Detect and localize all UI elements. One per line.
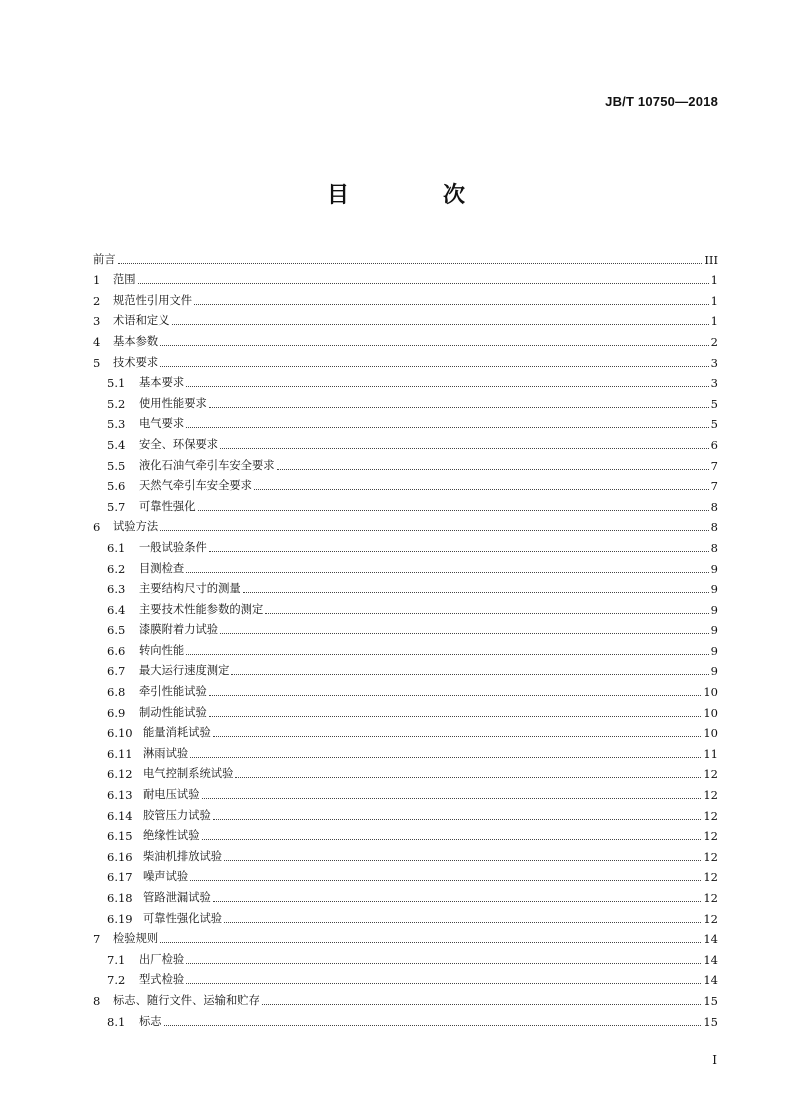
toc-entry-page: 14 <box>703 952 718 967</box>
toc-entry[interactable] <box>93 638 718 659</box>
toc-entry[interactable] <box>93 782 718 803</box>
toc-leader-dots <box>243 592 709 593</box>
toc-leader-dots <box>160 530 708 531</box>
toc-entry-label: 检验规则 <box>113 932 159 946</box>
toc-leader-dots <box>213 901 702 902</box>
toc-entry-number: 6.3 <box>107 582 126 597</box>
toc-leader-dots <box>277 469 709 470</box>
toc-entry-page: 15 <box>703 1014 718 1029</box>
toc-leader-dots <box>265 613 708 614</box>
toc-entry-label: 液化石油气牵引车安全要求 <box>139 458 275 472</box>
toc-entry[interactable] <box>93 906 718 927</box>
toc-entry[interactable] <box>93 618 718 639</box>
toc-entry-label: 噪声试验 <box>143 870 189 884</box>
toc-entry[interactable] <box>93 885 718 906</box>
toc-entry-page: 3 <box>710 355 718 370</box>
toc-entry[interactable] <box>93 865 718 886</box>
toc-entry-label: 术语和定义 <box>113 314 170 328</box>
toc-entry[interactable] <box>93 762 718 783</box>
toc-leader-dots <box>118 263 703 264</box>
toc-leader-dots <box>164 1025 702 1026</box>
toc-entry-number: 6.4 <box>107 602 126 617</box>
toc-entry-label: 能量消耗试验 <box>143 726 211 740</box>
toc-entry[interactable] <box>93 700 718 721</box>
toc-entry-label: 主要结构尺寸的测量 <box>139 582 241 596</box>
toc-entry-page: 8 <box>710 520 718 535</box>
toc-entry-page: 1 <box>710 293 718 308</box>
toc-entry[interactable] <box>93 988 718 1009</box>
table-of-contents <box>93 247 718 1030</box>
toc-entry-page: 1 <box>710 314 718 329</box>
toc-entry[interactable] <box>93 659 718 680</box>
toc-entry-page: 10 <box>703 705 718 720</box>
toc-entry-number: 6.11 <box>107 746 133 761</box>
toc-entry-label: 技术要求 <box>113 355 159 369</box>
toc-entry-number: 6.19 <box>107 911 133 926</box>
toc-leader-dots <box>186 427 708 428</box>
toc-entry-number: 7.1 <box>107 952 126 967</box>
toc-entry[interactable] <box>93 968 718 989</box>
toc-entry-label: 耐电压试验 <box>143 788 200 802</box>
toc-entry-page: 7 <box>710 458 718 473</box>
toc-entry-page: 7 <box>710 479 718 494</box>
toc-leader-dots <box>190 880 701 881</box>
toc-entry-page: 9 <box>710 582 718 597</box>
toc-leader-dots <box>213 819 702 820</box>
toc-entry-page: 12 <box>703 829 718 844</box>
toc-entry[interactable] <box>93 288 718 309</box>
toc-entry-number: 6.10 <box>107 726 133 741</box>
toc-entry-page: 14 <box>703 932 718 947</box>
toc-entry-label: 主要技术性能参数的测定 <box>139 602 264 616</box>
toc-entry-label: 试验方法 <box>113 520 159 534</box>
toc-leader-dots <box>202 798 702 799</box>
toc-entry[interactable] <box>93 721 718 742</box>
toc-entry-number: 2 <box>93 293 101 308</box>
toc-entry-number: 6.9 <box>107 705 126 720</box>
toc-leader-dots <box>186 654 708 655</box>
toc-leader-dots <box>254 489 709 490</box>
toc-leader-dots <box>220 633 709 634</box>
toc-entry[interactable] <box>93 1009 718 1030</box>
toc-entry[interactable] <box>93 515 718 536</box>
toc-leader-dots <box>190 757 701 758</box>
toc-leader-dots <box>160 942 701 943</box>
toc-entry-page: 10 <box>703 726 718 741</box>
toc-entry-label: 淋雨试验 <box>143 746 189 760</box>
toc-entry-page: 3 <box>710 376 718 391</box>
toc-entry-label: 范围 <box>113 273 136 287</box>
toc-leader-dots <box>186 386 708 387</box>
toc-entry-page: 15 <box>703 993 718 1008</box>
toc-entry-number: 5.7 <box>107 499 126 514</box>
toc-entry-label: 电气控制系统试验 <box>143 767 234 781</box>
toc-entry-label: 规范性引用文件 <box>113 293 193 307</box>
toc-entry-number: 6.13 <box>107 788 133 803</box>
toc-entry-label: 前言 <box>93 252 116 266</box>
toc-entry-page: 9 <box>710 664 718 679</box>
toc-entry[interactable] <box>93 679 718 700</box>
toc-entry-label: 可靠性强化 <box>139 499 196 513</box>
toc-entry-label: 胶管压力试验 <box>143 808 211 822</box>
toc-leader-dots <box>224 860 701 861</box>
toc-entry-label: 转向性能 <box>139 643 185 657</box>
toc-entry-number: 4 <box>93 334 101 349</box>
toc-entry-number: 6.2 <box>107 561 126 576</box>
toc-entry[interactable] <box>93 412 718 433</box>
toc-entry-label: 安全、环保要求 <box>139 437 219 451</box>
toc-entry-number: 5.6 <box>107 479 126 494</box>
toc-leader-dots <box>209 695 702 696</box>
toc-leader-dots <box>198 510 709 511</box>
toc-leader-dots <box>186 963 701 964</box>
toc-entry-page: 8 <box>710 499 718 514</box>
toc-entry-label: 管路泄漏试验 <box>143 891 211 904</box>
toc-entry[interactable] <box>93 474 718 495</box>
toc-entry-number: 6.14 <box>107 808 133 823</box>
toc-entry-label: 一般试验条件 <box>139 540 207 554</box>
toc-entry[interactable] <box>93 247 718 268</box>
toc-leader-dots <box>235 777 701 778</box>
toc-entry-label: 柴油机排放试验 <box>143 849 223 863</box>
toc-leader-dots <box>213 736 702 737</box>
toc-entry-number: 6.6 <box>107 643 126 658</box>
toc-entry-label: 漆膜附着力试验 <box>139 623 219 637</box>
toc-entry-page: 14 <box>703 973 718 988</box>
toc-entry-number: 6.15 <box>107 829 133 844</box>
toc-leader-dots <box>209 716 702 717</box>
toc-leader-dots <box>172 324 709 325</box>
toc-entry[interactable] <box>93 371 718 392</box>
toc-entry-page: 5 <box>710 417 718 432</box>
toc-leader-dots <box>186 572 708 573</box>
toc-entry-label: 天然气牵引车安全要求 <box>139 479 252 493</box>
toc-entry[interactable] <box>93 350 718 371</box>
toc-entry[interactable] <box>93 577 718 598</box>
toc-entry[interactable] <box>93 927 718 948</box>
toc-entry[interactable] <box>93 741 718 762</box>
toc-entry-page: 9 <box>710 643 718 658</box>
toc-entry-label: 基本参数 <box>113 334 159 348</box>
toc-entry-page: 9 <box>710 561 718 576</box>
toc-entry-number: 8.1 <box>107 1014 126 1029</box>
toc-entry-page: 12 <box>703 911 718 926</box>
toc-entry-page: 9 <box>710 602 718 617</box>
toc-entry-page: 12 <box>703 891 718 905</box>
toc-entry-label: 绝缘性试验 <box>143 829 200 843</box>
toc-entry-page: 12 <box>703 849 718 864</box>
toc-entry-label: 基本要求 <box>139 376 185 390</box>
toc-entry-page: 2 <box>710 334 718 349</box>
toc-entry-page: III <box>704 252 718 267</box>
toc-entry-page: 12 <box>703 870 718 885</box>
toc-entry-number: 5.5 <box>107 458 126 473</box>
toc-entry-number: 6.5 <box>107 623 126 638</box>
toc-entry-number: 6.8 <box>107 685 126 700</box>
toc-entry[interactable] <box>93 535 718 556</box>
toc-entry[interactable] <box>93 268 718 289</box>
toc-entry-number: 6.1 <box>107 540 126 555</box>
toc-entry-number: 6.7 <box>107 664 126 679</box>
toc-leader-dots <box>202 839 702 840</box>
toc-entry[interactable] <box>93 556 718 577</box>
toc-entry-label: 最大运行速度测定 <box>139 664 230 678</box>
toc-entry-number: 6.18 <box>107 891 133 905</box>
toc-entry-number: 5.2 <box>107 396 126 411</box>
toc-entry[interactable] <box>93 597 718 618</box>
toc-leader-dots <box>194 304 709 305</box>
toc-entry[interactable] <box>93 803 718 824</box>
toc-entry-label: 可靠性强化试验 <box>143 911 223 925</box>
toc-entry-number: 8 <box>93 993 101 1008</box>
toc-entry-label: 出厂检验 <box>139 952 185 966</box>
toc-leader-dots <box>231 674 708 675</box>
toc-entry-page: 6 <box>710 437 718 452</box>
toc-entry-label: 制动性能试验 <box>139 705 207 719</box>
toc-leader-dots <box>209 407 709 408</box>
toc-entry-number: 3 <box>93 314 101 329</box>
toc-entry[interactable] <box>93 391 718 412</box>
toc-leader-dots <box>262 1004 701 1005</box>
page-number: I <box>712 1053 717 1067</box>
toc-entry-number: 7.2 <box>107 973 126 988</box>
toc-entry[interactable] <box>93 947 718 968</box>
toc-entry-number: 1 <box>93 273 101 288</box>
toc-entry-label: 标志、随行文件、运输和贮存 <box>113 993 260 1007</box>
toc-entry[interactable] <box>93 432 718 453</box>
toc-entry-page: 12 <box>703 808 718 823</box>
toc-entry-label: 型式检验 <box>139 973 185 987</box>
toc-entry-number: 6.16 <box>107 849 133 864</box>
toc-entry-page: 10 <box>703 685 718 700</box>
toc-entry-number: 6.17 <box>107 870 133 885</box>
toc-entry-page: 5 <box>710 396 718 411</box>
page-title: 目 次 <box>326 183 501 208</box>
toc-leader-dots <box>186 983 701 984</box>
toc-entry-number: 7 <box>93 932 101 947</box>
toc-entry[interactable] <box>93 453 718 474</box>
toc-leader-dots <box>160 345 708 346</box>
toc-leader-dots <box>160 366 708 367</box>
toc-entry-page: 11 <box>703 746 718 761</box>
toc-leader-dots <box>209 551 709 552</box>
toc-entry-number: 6.12 <box>107 767 133 782</box>
toc-entry-number: 6 <box>93 520 101 535</box>
toc-entry[interactable] <box>93 494 718 515</box>
toc-entry-number: 5.1 <box>107 376 126 391</box>
toc-entry-page: 9 <box>710 623 718 638</box>
toc-entry-page: 1 <box>710 273 718 288</box>
toc-leader-dots <box>220 448 709 449</box>
toc-entry-page: 8 <box>710 540 718 555</box>
toc-entry-label: 牵引性能试验 <box>139 685 207 699</box>
toc-entry-number: 5.3 <box>107 417 126 432</box>
toc-leader-dots <box>224 922 701 923</box>
toc-entry-label: 标志 <box>139 1014 162 1028</box>
toc-entry-page: 12 <box>703 788 718 803</box>
toc-entry[interactable] <box>93 309 718 330</box>
toc-entry[interactable] <box>93 824 718 845</box>
toc-entry-label: 使用性能要求 <box>139 396 207 410</box>
toc-entry-number: 5 <box>93 355 101 370</box>
standard-code: JB/T 10750—2018 <box>605 94 718 109</box>
toc-entry-page: 12 <box>703 767 718 782</box>
toc-entry-label: 电气要求 <box>139 417 185 431</box>
toc-entry-label: 目测检查 <box>139 561 185 575</box>
toc-entry[interactable] <box>93 844 718 865</box>
toc-entry-number: 5.4 <box>107 437 126 452</box>
toc-entry[interactable] <box>93 329 718 350</box>
toc-leader-dots <box>138 283 709 284</box>
